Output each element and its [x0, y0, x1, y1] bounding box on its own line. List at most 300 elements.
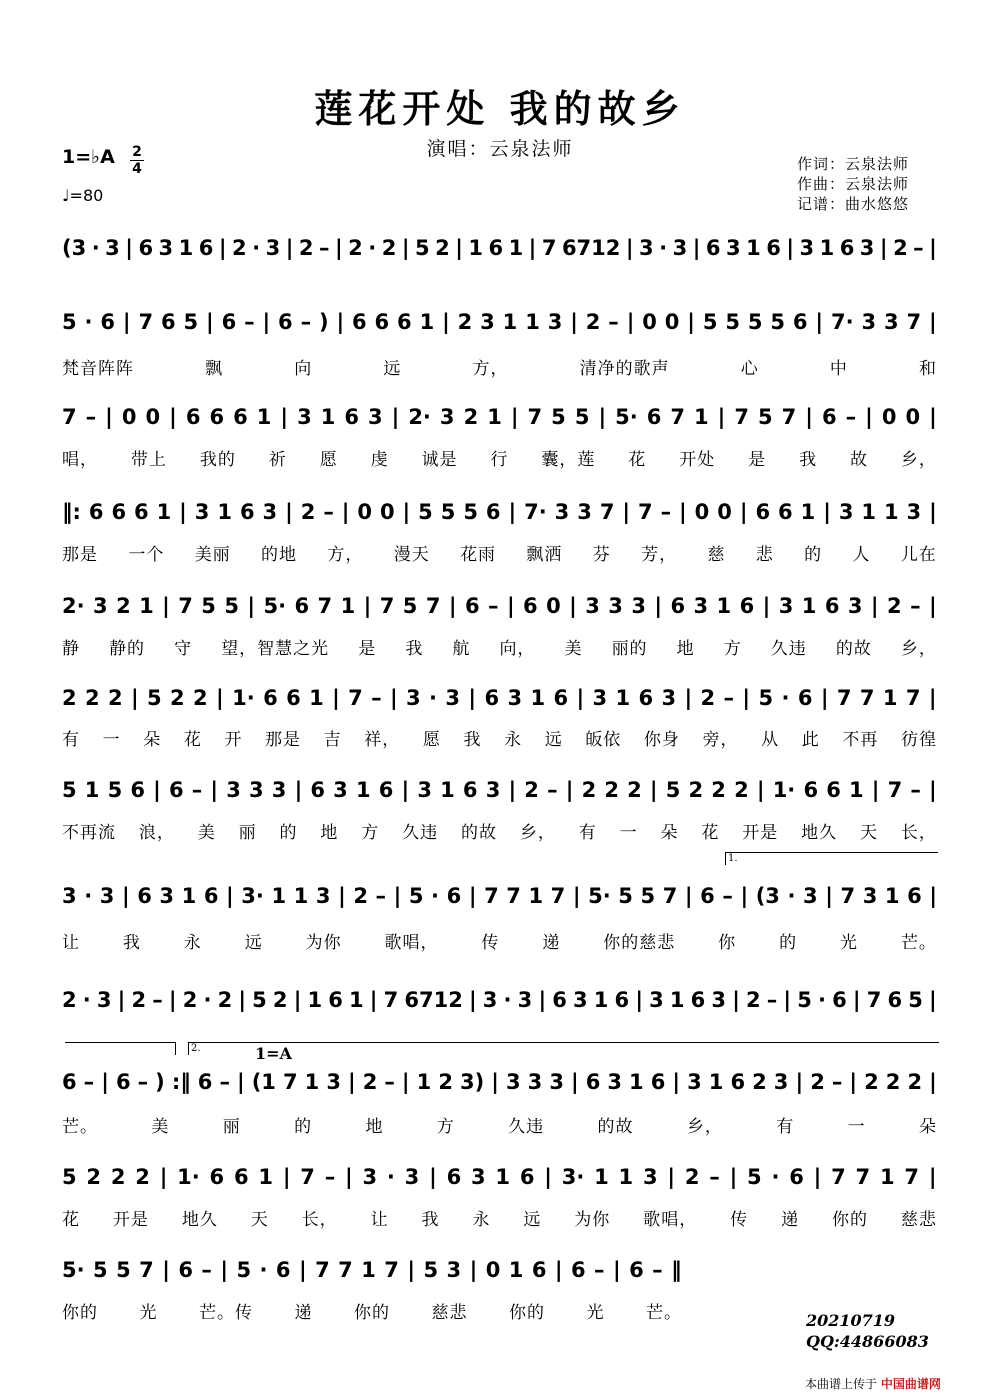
note: 3: [799, 236, 815, 260]
note: –: [201, 1258, 212, 1282]
note: 5: [747, 310, 763, 334]
barline: |: [570, 1070, 579, 1094]
note: 1: [694, 405, 709, 429]
lyric-word: 愿: [422, 730, 441, 750]
barline: |: [468, 884, 477, 908]
note: –: [913, 236, 924, 260]
note: 2: [581, 778, 597, 802]
barline: |: [692, 236, 701, 260]
barline: |: [159, 1165, 168, 1189]
barline: |: [565, 778, 574, 802]
lyric-word: 向: [294, 359, 313, 379]
note: 3: [367, 405, 383, 429]
lyric-word: 开处: [679, 450, 716, 470]
note: 6: [197, 1070, 213, 1094]
note: 0: [905, 405, 921, 429]
note: 3: [507, 686, 523, 710]
lyric-word: 和: [919, 359, 937, 379]
note: 2: [108, 686, 123, 710]
note: 1: [419, 310, 435, 334]
note: 3: [406, 686, 421, 710]
note: 0: [546, 594, 561, 618]
note: 1: [884, 884, 900, 908]
lyric-word: 的地: [261, 545, 298, 565]
note: ·: [259, 1258, 268, 1282]
note: 7: [383, 988, 399, 1012]
barline: |: [169, 405, 177, 429]
barline: |: [206, 310, 214, 334]
barline: |: [928, 594, 937, 618]
lyric-word: 天: [860, 823, 878, 843]
note: –: [375, 884, 387, 908]
note: 7: [859, 686, 875, 710]
barline: |: [649, 778, 658, 802]
note: 1: [593, 988, 609, 1012]
note: 3: [554, 500, 570, 524]
note: 2: [711, 778, 726, 802]
barline: |: [849, 1070, 858, 1094]
qq-contact: QQ:44866083: [806, 1332, 929, 1351]
barline: |: [762, 594, 771, 618]
note: 0: [145, 405, 161, 429]
barline: |: [491, 1070, 499, 1094]
note: 6: [705, 236, 721, 260]
barline: |: [635, 988, 643, 1012]
note: 3): [459, 1070, 485, 1094]
note: 6: [209, 1165, 225, 1189]
lyric-word: 的故: [461, 823, 497, 843]
note: 6: [792, 310, 808, 334]
lyric-word: 歌唱，: [384, 933, 439, 953]
note: 3: [96, 988, 112, 1012]
note: 6: [531, 1258, 547, 1282]
note: 3: [517, 988, 533, 1012]
notation-row: [62, 302, 937, 342]
note: 5: [725, 310, 740, 334]
time-signature: [130, 144, 144, 177]
lyric-word: 长，: [900, 823, 937, 843]
note: 7: [840, 884, 856, 908]
note: 2: [300, 500, 316, 524]
lyric-line: [62, 1205, 937, 1230]
note: 1: [502, 310, 518, 334]
note: 2: [688, 778, 704, 802]
note: 5: [236, 1258, 252, 1282]
note: 2: [734, 778, 749, 802]
note: 1: [355, 778, 371, 802]
lyric-word: 的: [279, 823, 298, 843]
lyric-word: 从: [761, 730, 780, 750]
note: 5: [551, 405, 566, 429]
footer-upload-note: [805, 1375, 941, 1392]
note: 3: [838, 500, 854, 524]
barline: |: [684, 686, 693, 710]
note: 6: [585, 1070, 601, 1094]
lyric-line: [62, 354, 937, 379]
note: 3: [194, 500, 210, 524]
barline: |: [569, 594, 577, 618]
note: 6: [233, 1165, 249, 1189]
note: 1: [293, 884, 309, 908]
barline: |: [928, 686, 937, 710]
lyric-word: 旁，: [702, 730, 739, 750]
note: 5: [107, 778, 123, 802]
note: 5·: [62, 1258, 85, 1282]
barline: |: [815, 310, 824, 334]
note: 5: [147, 686, 162, 710]
note: 6: [690, 988, 706, 1012]
note: 3: [226, 778, 241, 802]
note: 0: [664, 310, 680, 334]
barline: |: [282, 1165, 291, 1189]
note: 7·: [830, 310, 854, 334]
note: 1: [716, 594, 732, 618]
note: 3: [847, 594, 863, 618]
lyric-word: 那是: [265, 730, 302, 750]
note: 7: [550, 884, 566, 908]
barline: |: [469, 1258, 478, 1282]
note: 3: [445, 686, 461, 710]
note: 7: [638, 500, 653, 524]
note: 2: [110, 1165, 126, 1189]
note: ·: [431, 884, 440, 908]
barline: |: [929, 1070, 937, 1094]
lyric-word: 永: [472, 1210, 491, 1230]
note: 3: [639, 236, 654, 260]
barline: |: [684, 884, 693, 908]
note: 6: [178, 1258, 193, 1282]
lyric-word: 有: [578, 823, 597, 843]
lyric-word: 永: [504, 730, 523, 750]
note: 0: [881, 405, 897, 429]
barline: |: [153, 778, 161, 802]
lyric-word: 递: [294, 1303, 313, 1323]
lyric-word: 彷徨: [900, 730, 937, 750]
note: 1: [361, 1258, 376, 1282]
lyric-word: 地久: [181, 1210, 218, 1230]
note: 1·: [232, 686, 255, 710]
note: –: [594, 1258, 605, 1282]
barline: |: [210, 778, 219, 802]
note: 3·: [241, 884, 264, 908]
note: 6: [553, 686, 569, 710]
lyric-word: 吉: [323, 730, 342, 750]
note: 1: [217, 500, 232, 524]
note: 6: [446, 884, 462, 908]
lyric-word: 祈: [268, 450, 287, 470]
note: 6: [134, 500, 149, 524]
lyric-word: 你的: [354, 1303, 390, 1323]
lyric-word: 乡，: [900, 450, 937, 470]
barline: |: [739, 500, 748, 524]
second-ending-bracket: [188, 1042, 939, 1055]
barline: |: [783, 988, 792, 1012]
lyric-word: 不再流: [62, 823, 116, 843]
note: 2: [298, 236, 314, 260]
barline: |: [598, 405, 607, 429]
barline: |: [612, 1258, 621, 1282]
note: 7: [670, 405, 686, 429]
note: 6: [221, 310, 237, 334]
barline: |: [407, 1258, 416, 1282]
lyric-word: 朵: [660, 823, 679, 843]
note: 1: [495, 1165, 511, 1189]
notation-row: [62, 1250, 682, 1290]
barline: |: [236, 1070, 245, 1094]
note: 2: [116, 594, 131, 618]
barline: |: [667, 1165, 676, 1189]
barline: |: [870, 594, 879, 618]
note: 6: [137, 884, 152, 908]
note: 6: [138, 236, 154, 260]
lyric-word: 慈: [707, 545, 726, 565]
barline: |: [813, 1165, 822, 1189]
lyric-word: 皈依: [585, 730, 622, 750]
note: 6: [523, 594, 538, 618]
barline: |: [285, 236, 294, 260]
note: –: [83, 1070, 95, 1094]
barline: |: [336, 310, 345, 334]
note: 3: [99, 884, 115, 908]
barline: |: [852, 988, 861, 1012]
lyric-word: 长，: [301, 1210, 338, 1230]
note: 3: [315, 884, 331, 908]
note: 3: [711, 988, 727, 1012]
note: 1: [487, 405, 502, 429]
note: 3: [773, 1070, 789, 1094]
note: (1: [251, 1070, 276, 1094]
note: 7: [300, 1165, 315, 1189]
barline: |: [216, 686, 224, 710]
lyric-word: 远: [523, 1210, 542, 1230]
barline: |: [654, 594, 663, 618]
note: 7: [425, 594, 441, 618]
note: 6: [88, 500, 104, 524]
barline: |: [679, 500, 687, 524]
note: 7: [906, 310, 922, 334]
lyric-word: 地: [365, 1117, 384, 1137]
lyric-word: 递: [542, 933, 561, 953]
lyric-word: 地久: [801, 823, 838, 843]
lyric-word: 开是: [742, 823, 779, 843]
note: –: [488, 594, 499, 618]
note: 3: [362, 1165, 378, 1189]
barline: |: [218, 236, 227, 260]
note: 6: [168, 778, 184, 802]
note: 6: [328, 988, 343, 1012]
note: 1: [879, 1165, 895, 1189]
lyric-word: 方: [361, 823, 380, 843]
barline: |: [510, 405, 519, 429]
lyric-word: 心: [740, 359, 759, 379]
note: 1: [256, 405, 272, 429]
barline: |: [125, 236, 133, 260]
note: 3: [859, 236, 875, 260]
barline: |: [823, 500, 831, 524]
barline: |: [554, 1258, 563, 1282]
note: 1: [801, 594, 817, 618]
note: 7: [599, 500, 615, 524]
transcriber-credit: 记谱：曲水悠悠: [797, 195, 910, 213]
note: 1: [178, 236, 194, 260]
notation-row: [62, 1062, 937, 1102]
note: 6: [160, 310, 176, 334]
note: 1: [320, 405, 336, 429]
lyric-word: 光: [139, 1303, 158, 1323]
lyric-word: 行: [490, 450, 509, 470]
note: 7: [527, 405, 543, 429]
note: 1: [307, 988, 323, 1012]
lyric-word: 远: [244, 933, 263, 953]
note: 6: [374, 310, 390, 334]
note: –: [137, 1070, 149, 1094]
barline: |: [626, 310, 635, 334]
lyric-word: 久违: [508, 1117, 545, 1137]
barline: |: [121, 884, 130, 908]
lyric-word: 一: [619, 823, 638, 843]
lyric-word: 你的: [509, 1303, 545, 1323]
note: 1: [530, 686, 546, 710]
note: 5: [797, 988, 812, 1012]
barline: |: [285, 500, 293, 524]
note: 5: [665, 778, 681, 802]
barline: ‖:: [62, 500, 81, 524]
barline: |: [929, 236, 937, 260]
note: 1: [819, 236, 835, 260]
note: 3: [725, 236, 741, 260]
lyric-word: 是: [358, 639, 377, 659]
note: 7: [379, 594, 395, 618]
note: 3: [470, 1165, 486, 1189]
note: ·: [91, 236, 100, 260]
note: 1: [139, 594, 154, 618]
barline: |: [332, 686, 340, 710]
note: 1: [84, 778, 100, 802]
lyric-word: 那是: [62, 545, 98, 565]
note: 1: [181, 884, 197, 908]
note: 6: [803, 778, 819, 802]
lyric-word: 方，: [327, 545, 364, 565]
lyric-word: 地: [320, 823, 339, 843]
note: 1·: [177, 1165, 200, 1189]
barline: |: [101, 1070, 109, 1094]
note: 1·: [772, 778, 796, 802]
lyric-word: 久违: [402, 823, 439, 843]
lyric-word: 是: [748, 450, 767, 470]
note: 3: [862, 884, 878, 908]
lyric-word: 美: [564, 639, 583, 659]
lyric-word: 我: [463, 730, 482, 750]
note: –: [244, 310, 255, 334]
barline: |: [508, 500, 517, 524]
note: 3: [505, 1070, 521, 1094]
note: 6: [887, 988, 903, 1012]
note: –: [910, 778, 921, 802]
note: 3: [803, 884, 818, 908]
lyric-word: 你的: [62, 1303, 98, 1323]
lyric-word: 远: [544, 730, 563, 750]
note: 5: [252, 988, 267, 1012]
lyric-word: 航: [452, 639, 471, 659]
note: ): [155, 1070, 165, 1094]
lyric-word: 的故: [597, 1117, 634, 1137]
lyric-word: 囊，莲: [541, 450, 596, 470]
note: –: [831, 1070, 843, 1094]
barline: |: [442, 310, 450, 334]
note: 3: [159, 884, 175, 908]
barline: |: [238, 988, 247, 1012]
lyric-word: 歌唱，: [643, 1210, 698, 1230]
note: 1: [528, 884, 544, 908]
barline: |: [162, 1258, 170, 1282]
note: 7: [138, 310, 154, 334]
note: ·: [386, 1165, 395, 1189]
note: 6: [739, 594, 755, 618]
note: 5: [758, 405, 773, 429]
notation-row: [62, 397, 937, 437]
note: 2: [885, 1070, 901, 1094]
barline: |: [401, 236, 410, 260]
note: 7·: [524, 500, 547, 524]
note: 6: [821, 405, 837, 429]
note: 6: [485, 500, 501, 524]
note: 6: [519, 1165, 535, 1189]
note: 3: [883, 310, 899, 334]
note: 7: [734, 405, 749, 429]
lyric-word: 地: [676, 639, 695, 659]
note: 5: [463, 500, 478, 524]
note: 0: [357, 500, 373, 524]
note: 5: [574, 405, 590, 429]
note: 2: [86, 1165, 102, 1189]
note: 2: [604, 778, 619, 802]
notation-row: [62, 770, 937, 810]
note: 3: [549, 1070, 564, 1094]
note: 3·: [561, 1165, 585, 1189]
lyric-word: 唱，: [62, 450, 98, 470]
note: 6: [700, 884, 715, 908]
lyric-line: [62, 1298, 682, 1323]
note: 2: [348, 236, 363, 260]
site-logo[interactable]: 中国曲谱网: [880, 1377, 941, 1391]
barline: |: [168, 988, 177, 1012]
lyric-word: 飘洒: [526, 545, 563, 565]
note: 5: [201, 594, 216, 618]
barline: |: [347, 1070, 356, 1094]
note: 6: [294, 594, 310, 618]
lyric-word: 我: [421, 1210, 440, 1230]
note: 3: [585, 594, 600, 618]
lyric-word: 美: [197, 823, 216, 843]
note: 6: [115, 1070, 131, 1094]
note: 6: [646, 405, 662, 429]
note: 3: [417, 778, 432, 802]
note: 0: [642, 310, 657, 334]
barline: |: [528, 236, 537, 260]
barline: |: [448, 594, 457, 618]
note: 6: [730, 1070, 746, 1094]
barline: |: [928, 988, 937, 1012]
composer-credit: 作曲：云泉法师: [797, 175, 910, 193]
note: 1: [349, 988, 364, 1012]
note: 1: [340, 594, 356, 618]
note: ·: [203, 988, 212, 1012]
note: 6: [826, 778, 841, 802]
note: 3: [577, 500, 592, 524]
lyric-word: 开是: [112, 1210, 149, 1230]
note: –: [384, 1070, 395, 1094]
note: 7: [317, 594, 333, 618]
